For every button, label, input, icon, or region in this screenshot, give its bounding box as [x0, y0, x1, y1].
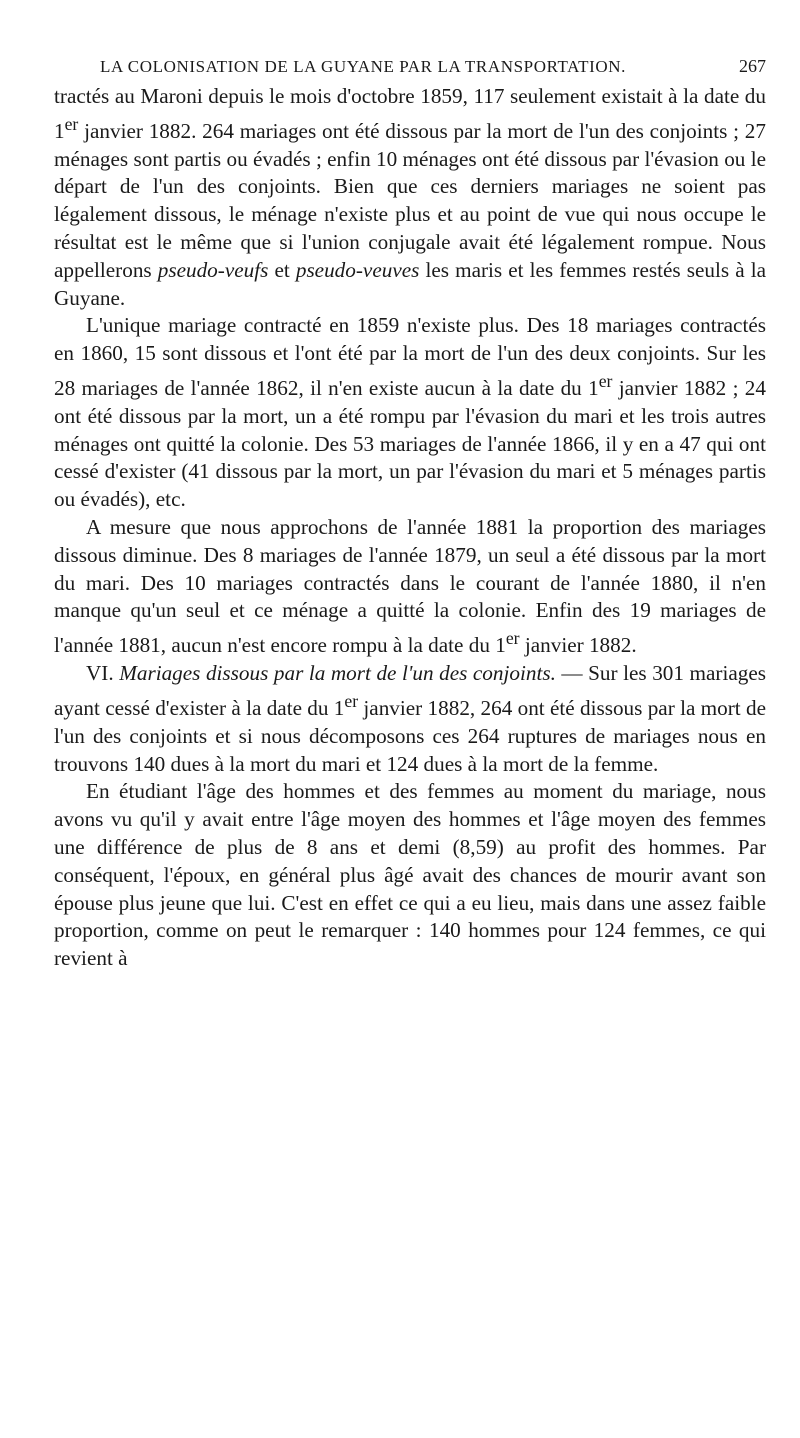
paragraph-3-text-b: janvier 1882.: [519, 633, 637, 658]
running-title: LA COLONISATION DE LA GUYANE PAR LA TRANSPORTATION.: [100, 57, 626, 76]
term-pseudo-veufs: pseudo-veufs: [157, 257, 269, 282]
paragraph-2: [54, 312, 766, 514]
paragraph-3-text-a: A mesure que nous approchons de l'année 1881 la proportion des mariages dissous diminue. Des 8 mariages de l'année 1879, un seul a été dissous par la mort du mari. Des 10 mariages contractés dans le courant de l'année 1880, il n'en manque qu'un seul et ce ménage a quitté la colonie. Enfin des 19 mariages de l'année 1881, aucun n'est encore rompu à la date du 1: [54, 515, 766, 658]
paragraph-4-text-b: janvier 1882, 264 ont été dissous par la mort de l'un des conjoints et si nous décomposons ces 264 ruptures de mariages nous en trouvons 140 dues à la mort du mari et 124 dues à la mort de la femme.: [54, 695, 766, 776]
book-page: [54, 56, 766, 973]
ordinal-superscript: er: [505, 628, 520, 649]
paragraph-2-text-b: janvier 1882 ; 24 ont été dissous par la mort, un a été rompu par l'évasion du mari et les trois autres ménages ont quitté la colonie. Des 53 mariages de l'année 1866, il y en a 47 qui ont cessé d'exister (41 dissous par la mort, un par l'évasion du mari et 5 ménages partis ou évadés), etc.: [54, 376, 766, 512]
paragraph-1-text-a: tractés au Maroni depuis le mois d'octobre 1859, 117 seulement existait à la date du 1: [54, 84, 766, 143]
paragraph-4: [54, 660, 766, 778]
paragraph-5: En étudiant l'âge des hommes et des femmes au moment du mariage, nous avons vu qu'il y avait entre l'âge moyen des hommes et l'âge moyen des femmes une différence de plus de 8 ans et demi (8,59) au profit des hommes. Par conséquent, l'époux, en général plus âgé avait des chances de mourir avant son épouse plus jeune que lui. C'est en effet ce qui a eu lieu, mais dans une assez faible proportion, comme on peut le remarquer : 140 hommes pour 124 femmes, ce qui revient à: [54, 779, 766, 971]
ordinal-superscript: er: [598, 371, 613, 392]
page-number: 267: [739, 56, 766, 76]
term-pseudo-veuves: pseudo-veuves: [295, 257, 420, 282]
paragraph-3: [54, 514, 766, 660]
paragraph-1-text-d: les maris et les femmes restés seuls à la Guyane.: [54, 257, 766, 310]
ordinal-superscript: er: [64, 113, 79, 134]
paragraph-1-text-b: janvier 1882. 264 mariages ont été dissous par la mort de l'un des conjoints ; 27 ménages sont partis ou évadés ; enfin 10 ménages ont été dissous par l'évasion ou le départ de l'un des conjoints. Bien que ces derniers mariages ne soient pas légalement dissous, le ménage n'existe plus et au point de vue qui nous occupe le résultat est le même que si l'union conjugale avait été légalement rompue. Nous appellerons: [54, 118, 766, 282]
running-head: [100, 56, 766, 77]
section-number: VI.: [86, 661, 120, 686]
paragraph-2-text-a: L'unique mariage contracté en 1859 n'existe plus. Des 18 mariages contractés en 1860, 15 sont dissous et l'ont été par la mort de l'un des deux conjoints. Sur les 28 mariages de l'année 1862, il n'en existe aucun à la date du 1: [54, 313, 766, 401]
paragraph-4-text-a: — Sur les 301 mariages ayant cessé d'exister à la date du 1: [54, 661, 766, 720]
section-heading: Mariages dissous par la mort de l'un des conjoints.: [119, 661, 556, 686]
ordinal-superscript: er: [344, 690, 359, 711]
body-text: [54, 83, 766, 973]
paragraph-1: [54, 83, 766, 312]
paragraph-1-text-c: et: [268, 257, 296, 282]
